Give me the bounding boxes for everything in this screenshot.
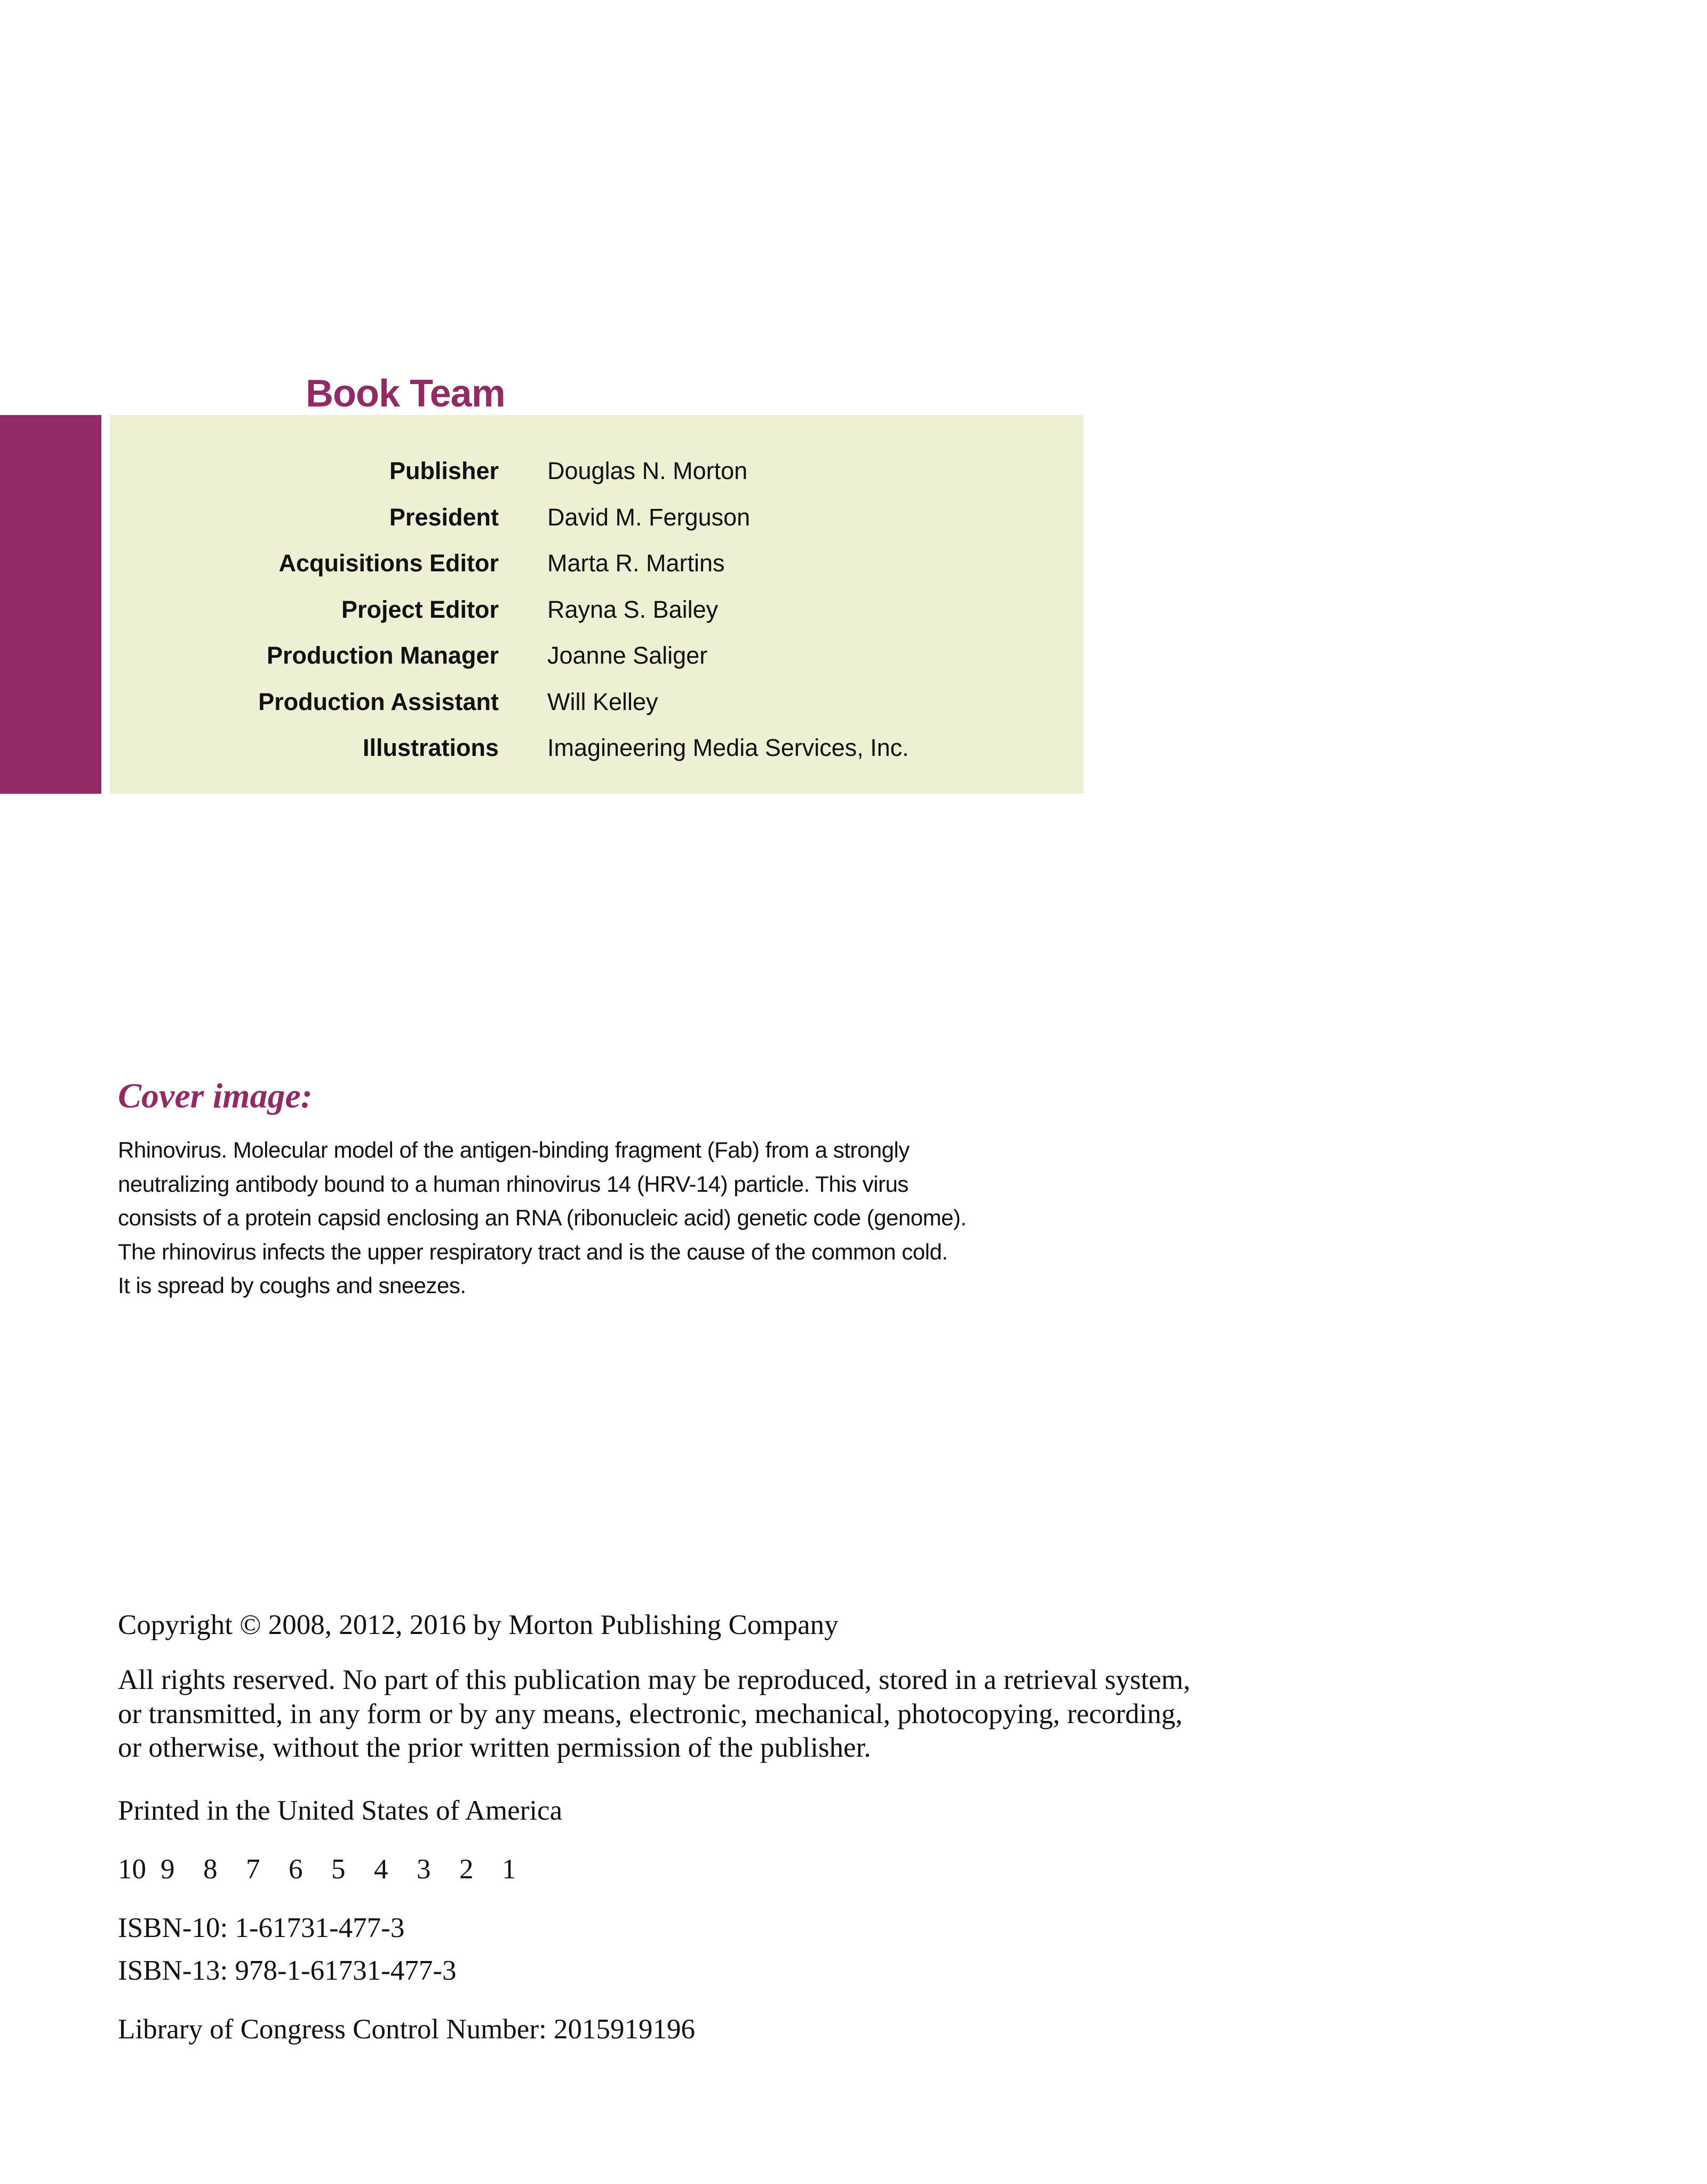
team-name: David M. Ferguson <box>547 503 751 531</box>
caption-line: consists of a protein capsid enclosing an RNA (ribonucleic acid) genetic code (genome). <box>118 1205 967 1230</box>
team-role: Illustrations <box>362 734 499 761</box>
team-name: Douglas N. Morton <box>547 457 748 484</box>
isbn-10: ISBN-10: 1-61731-477-3 <box>118 1912 405 1943</box>
rights-statement <box>118 1663 1190 1765</box>
team-role: President <box>389 503 499 531</box>
team-role: Production Manager <box>266 642 499 669</box>
caption-line: The rhinovirus infects the upper respiratory tract and is the cause of the common cold. <box>118 1239 948 1264</box>
team-name: Rayna S. Bailey <box>547 595 719 623</box>
printer-key-digit: 8 <box>203 1854 218 1885</box>
team-name: Joanne Saliger <box>547 642 708 669</box>
rights-line: or otherwise, without the prior written permission of the publisher. <box>118 1732 871 1763</box>
team-role: Project Editor <box>341 595 499 623</box>
cover-image-heading: Cover image: <box>118 1077 313 1115</box>
printer-key-digit: 5 <box>331 1854 346 1885</box>
caption-line: neutralizing antibody bound to a human rhinovirus 14 (HRV-14) particle. This virus <box>118 1171 908 1197</box>
rights-line: or transmitted, in any form or by any means, electronic, mechanical, photocopying, recording, <box>118 1698 1183 1729</box>
printer-key-digit: 4 <box>374 1854 388 1885</box>
printer-key-digit: 6 <box>289 1854 303 1885</box>
team-role: Production Assistant <box>258 688 499 715</box>
lccn: Library of Congress Control Number: 2015919196 <box>118 2014 695 2045</box>
team-role: Acquisitions Editor <box>278 549 499 577</box>
printer-key-line <box>118 1850 545 1888</box>
printer-key-digit: 7 <box>246 1854 260 1885</box>
team-role: Publisher <box>389 457 499 484</box>
printer-key-digit: 2 <box>459 1854 474 1885</box>
book-team-heading: Book Team <box>306 372 505 415</box>
copyright-notice: Copyright © 2008, 2012, 2016 by Morton Publishing Company <box>118 1609 839 1640</box>
printer-key-digit: 1 <box>502 1854 516 1885</box>
book-team-panel <box>110 415 1083 794</box>
team-name: Marta R. Martins <box>547 549 725 577</box>
printer-key-digit: 9 <box>161 1854 175 1885</box>
accent-bar <box>0 415 101 794</box>
isbn-13: ISBN-13: 978-1-61731-477-3 <box>118 1955 457 1986</box>
cover-image-caption <box>118 1133 1067 1303</box>
printed-in-statement: Printed in the United States of America <box>118 1795 563 1826</box>
team-name: Will Kelley <box>547 688 658 715</box>
printer-key-digit: 10 <box>118 1854 146 1885</box>
caption-line: It is spread by coughs and sneezes. <box>118 1273 466 1298</box>
printer-key-digit: 3 <box>417 1854 431 1885</box>
caption-line: Rhinovirus. Molecular model of the antigen-binding fragment (Fab) from a strongly <box>118 1137 910 1162</box>
team-name: Imagineering Media Services, Inc. <box>547 734 909 761</box>
rights-line: All rights reserved. No part of this publication may be reproduced, stored in a retrieval system, <box>118 1664 1191 1695</box>
